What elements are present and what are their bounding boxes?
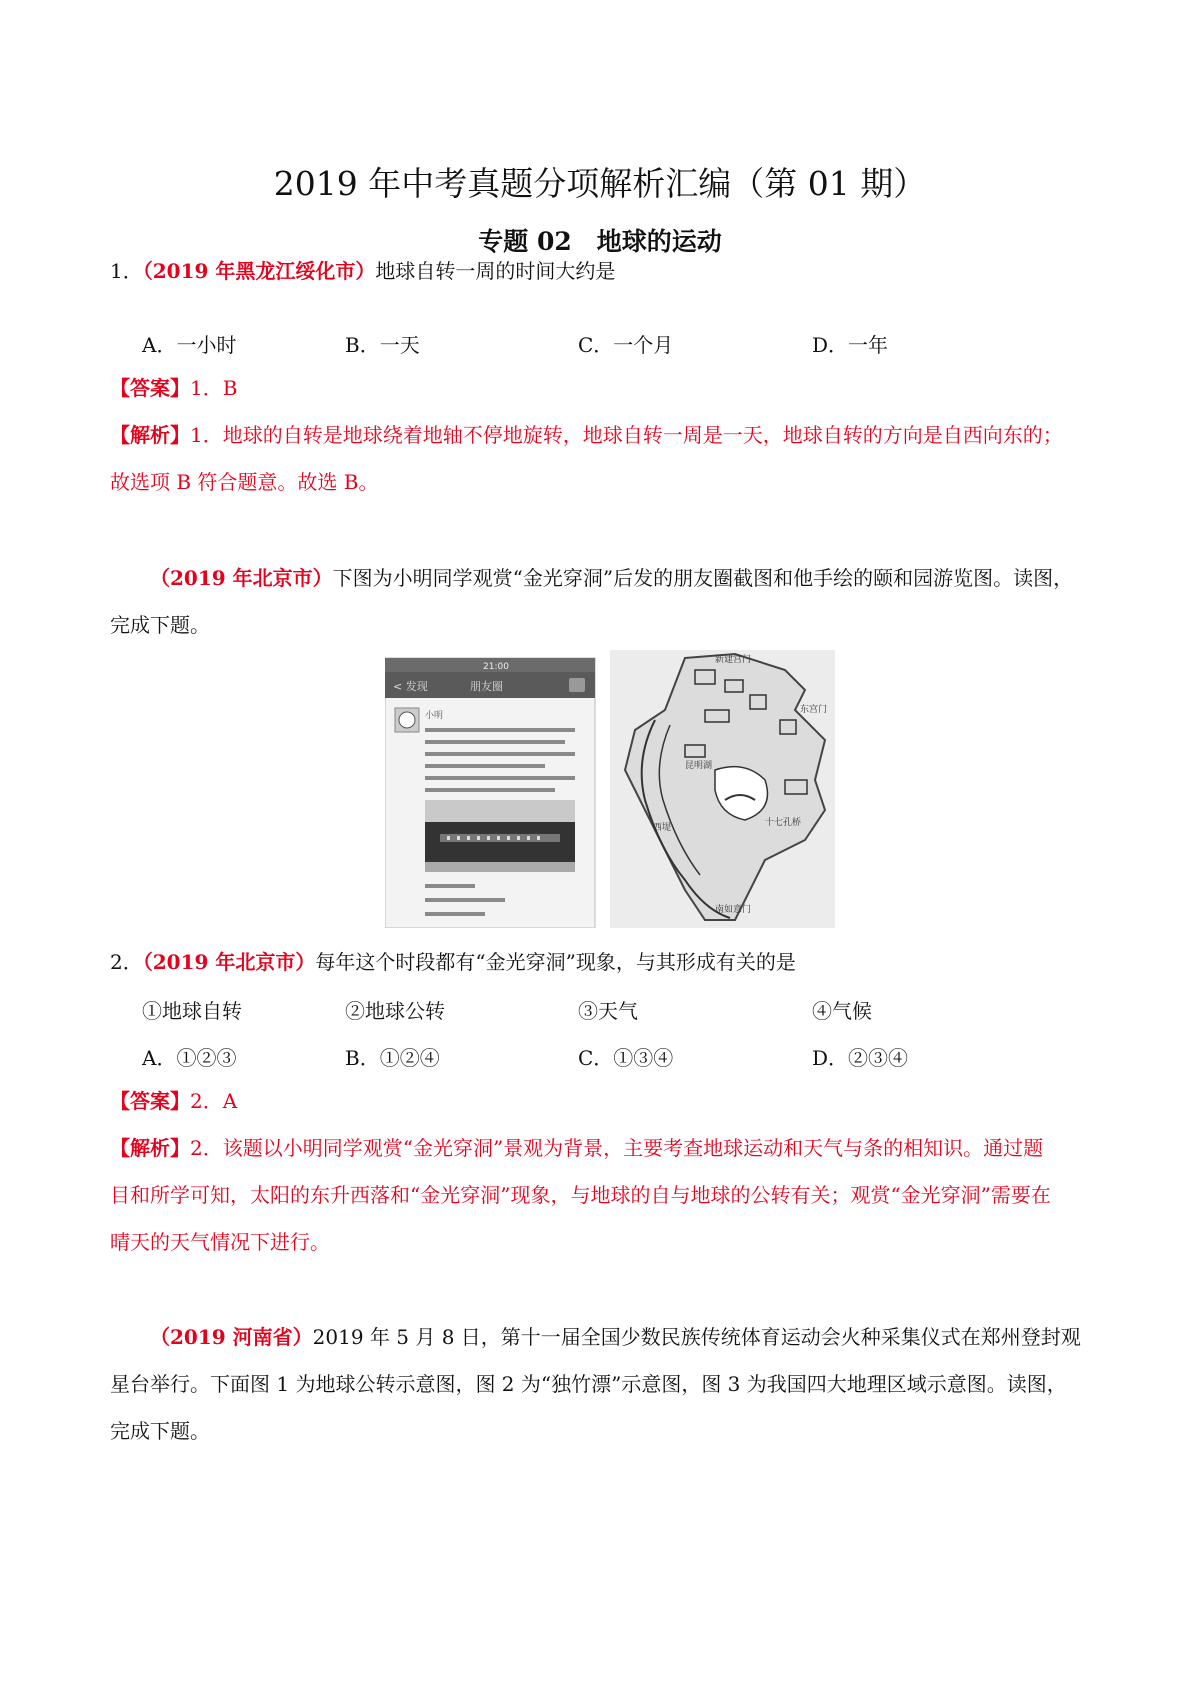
- answer-label: 【答案】: [110, 1089, 190, 1113]
- question-source: （2019 年北京市）: [142, 950, 316, 974]
- analysis-label: 【解析】: [110, 1136, 190, 1160]
- intro-beijing-line-2: 完成下题。: [110, 613, 210, 637]
- page-title: 2019 年中考真题分项解析汇编（第 01 期）: [273, 164, 927, 203]
- option-a: A．①②③: [142, 1046, 237, 1070]
- intro-source: （2019 年北京市）: [150, 566, 333, 590]
- question-text: 每年这个时段都有“金光穿洞”现象，与其形成有关的是: [315, 950, 796, 974]
- answer-value: 1．B: [190, 376, 238, 400]
- question-1-stem: [110, 257, 615, 285]
- phone-back-label: < 发现: [393, 680, 428, 693]
- post-user: 小明: [425, 711, 444, 721]
- phone-screenshot: [385, 658, 595, 928]
- question-number: 2．: [110, 950, 143, 974]
- option-d: D．一年: [812, 333, 889, 357]
- option-c: C．一个月: [578, 333, 674, 357]
- intro-beijing-line-1: [150, 564, 1073, 592]
- phone-status-time: 21:00: [483, 662, 509, 672]
- map-label-east-gate: 东宫门: [800, 705, 828, 715]
- analysis-text: 1．地球的自转是地球绕着地轴不停地旋转，地球自转一周是一天，地球自转的方向是自西向东的；: [190, 423, 1063, 447]
- item-2: ②地球公转: [345, 999, 445, 1023]
- phone-header-label: 朋友圈: [470, 680, 503, 693]
- map-label-north-gate: 新建宫门: [715, 655, 752, 665]
- question-number: 1．: [110, 259, 143, 283]
- option-c: C．①③④: [578, 1046, 674, 1070]
- question-text: 地球自转一周的时间大约是: [375, 259, 616, 283]
- analysis-text: 2．该题以小明同学观赏“金光穿洞”景观为背景，主要考查地球运动和天气与条的相知识。通过题: [190, 1136, 1044, 1160]
- option-d: D．②③④: [812, 1046, 909, 1070]
- option-a: A．一小时: [142, 333, 237, 357]
- intro-text: 下图为小明同学观赏“金光穿洞”后发的朋友圈截图和他手绘的颐和园游览图。读图，: [332, 566, 1074, 590]
- item-3: ③天气: [578, 999, 638, 1023]
- item-1: ①地球自转: [142, 999, 242, 1023]
- map-label-lake: 昆明湖: [685, 761, 713, 771]
- analysis-2-line-1: [110, 1134, 1043, 1162]
- page-subtitle: 专题 02 地球的运动: [478, 227, 722, 256]
- analysis-1-line-1: [110, 421, 1063, 449]
- item-4: ④气候: [812, 999, 872, 1023]
- question-source: （2019 年黑龙江绥化市）: [142, 259, 376, 283]
- answer-1: [110, 374, 237, 402]
- figure-moments-and-map: [385, 650, 835, 928]
- answer-value: 2．A: [190, 1089, 238, 1113]
- intro-henan-line-2: 星台举行。下面图 1 为地球公转示意图，图 2 为“独竹漂”示意图，图 3 为我国四大地理区域示意图。读图，: [110, 1372, 1067, 1396]
- analysis-1-line-2: 故选项 B 符合题意。故选 B。: [110, 470, 379, 494]
- hand-drawn-map: [610, 650, 835, 928]
- intro-henan-line-1: [150, 1323, 1081, 1351]
- option-b: B．一天: [345, 333, 420, 357]
- camera-icon: [569, 678, 585, 692]
- answer-2: [110, 1087, 237, 1115]
- analysis-2-line-2: 目和所学可知，太阳的东升西落和“金光穿洞”现象，与地球的自与地球的公转有关；观赏“金光穿洞”需要在: [110, 1183, 1051, 1207]
- map-label-west-causeway: 西堤: [653, 823, 672, 833]
- answer-label: 【答案】: [110, 376, 190, 400]
- analysis-2-line-3: 晴天的天气情况下进行。: [110, 1230, 330, 1254]
- intro-text: 2019 年 5 月 8 日，第十一届全国少数民族传统体育运动会火种采集仪式在郑州登封观: [312, 1325, 1081, 1349]
- map-label-bridge: 十七孔桥: [765, 818, 802, 828]
- question-2-stem: [110, 948, 796, 976]
- map-label-south-gate: 南如意门: [715, 905, 752, 915]
- intro-henan-line-3: 完成下题。: [110, 1419, 210, 1443]
- analysis-label: 【解析】: [110, 423, 190, 447]
- intro-source: （2019 河南省）: [150, 1325, 313, 1349]
- option-b: B．①②④: [345, 1046, 440, 1070]
